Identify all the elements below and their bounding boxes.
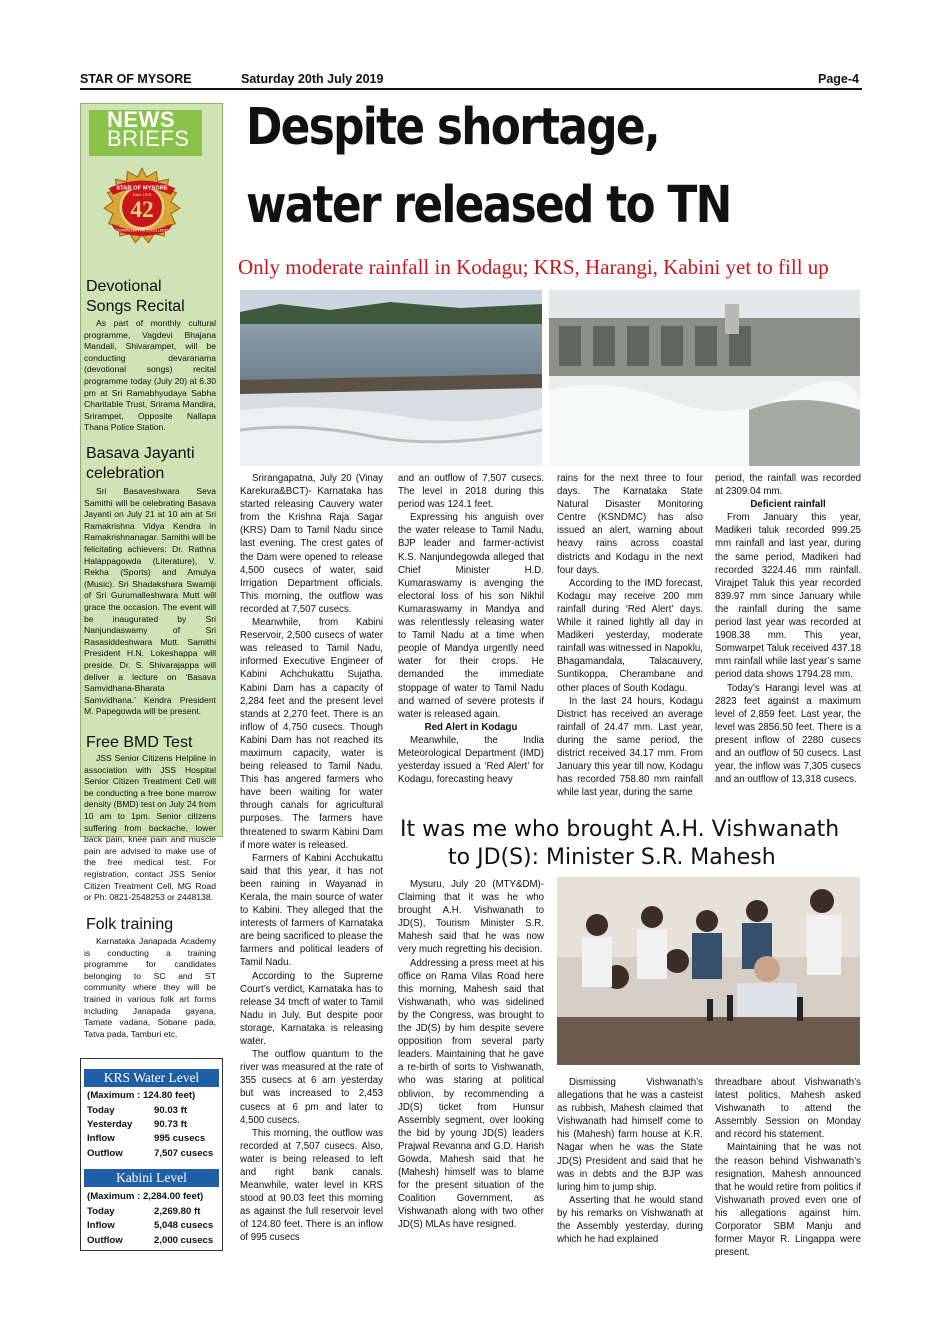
press-meet-photo: [557, 877, 860, 1065]
main-headline-line-1: Despite shortage,: [246, 98, 659, 157]
main-article-column-2: [398, 472, 544, 786]
second-article-column-1: [398, 878, 544, 1232]
paragraph: Meanwhile, the India Meteorological Department (IMD) yesterday issued a ‘Red Alert’ for Kodagu, forecasting heavy: [398, 734, 544, 786]
main-article-column-4: [715, 472, 861, 786]
paragraph: and an outflow of 7,507 cusecs. The level in 2018 during this period was 124.1 feet.: [398, 473, 544, 511]
paragraph: Asserting that he would stand by his remarks on Vishwanath at the Assembly yesterday, during which he had explained: [557, 1194, 703, 1246]
kabini-row-label: Today: [87, 1206, 115, 1217]
issue-date: Saturday 20th July 2019: [241, 72, 384, 86]
paragraph: Farmers of Kabini Acchukattu said that this year, it has not been raining in Wayanad in Kerala, the main source of water to Kabini. They alleged that the interests of farmers of Karnataka are being sacrificed to please the farmers and political leaders of Tamil Nadu.: [240, 852, 383, 969]
krs-row-label: Outflow: [87, 1148, 123, 1159]
krs-row-label: Inflow: [87, 1133, 115, 1144]
paragraph: Meanwhile, from Kabini Reservoir, 2,500 cusecs of water was released to Tamil Nadu, informed Executive Engineer of Kabini Achchukattu Sujatha. Kabini Dam has a capacity of 2,284 feet and the present level stands at 2,270 feet. There is an inflow of 4,750 cusecs. Though Kabini Dam has not reached its maximum capacity, water is being released to Tamil Nadu. This has angered farmers who have been waiting for water through canals for agricultural purposes. The farmers have threatened to swarm Kabini Dam if more water is released.: [240, 617, 383, 851]
paragraph: Mysuru, July 20 (MTY&DM)- Claiming that it was he who brought A.H. Vishwanath to JD(S), Tourism Minister S.R. Mahesh said that he was now very much regretting his decision.: [398, 879, 544, 956]
brief-1-title-1: Devotional: [86, 278, 162, 295]
paper-name: STAR OF MYSORE: [80, 72, 192, 86]
logo-estd-text: Estd. 1978: [132, 193, 152, 197]
paragraph: Expressing his anguish over the water release to Tamil Nadu, BJP leader and farmer-activist K.S. Nanjundegowda alleged that Chief Minister H.D. Kumaraswamy is avenging the electoral loss of his son Nikhil Kumaraswamy in Mandya and was relentlessly releasing water to Tamil Nadu at a time when people of Mandya urgently need water for their crops. He demanded the immediate stoppage of water to Tamil Nadu and warned of severe protests if water is released again.: [398, 512, 544, 720]
kabini-row-label: Outflow: [87, 1235, 123, 1246]
main-headline-line-2: water released to TN: [246, 176, 731, 235]
subheading: Deficient rainfall: [750, 499, 826, 511]
kabini-row-label: Inflow: [87, 1220, 115, 1231]
brief-3-body: JSS Senior Citizens Helpline in association with JSS Hospital Senior Citizen Treatment Cell will be conducting a free bone marrow density (BMD) test on July 24 from 10 am to 1pm. Senior citizens suffering from backache, lower back pain, knee pain and muscle pain are advised to make use of the free medical test. For registration, contact JSS Senior Citizen Treatment Cell, MG Road or Ph: 0821-2548253 or 2448138.: [84, 753, 216, 903]
kabini-dam-photo: [549, 290, 860, 466]
brief-2-body: Sri Basaveshwara Seva Samithi will be celebrating Basava Jayanti on July 21 at 10 am at Sri Ramakrishna Vidya Kendra in Ramakrishnanagar. Samithi will be felicitating achievers: Dr. Rathna Halappagowda (Literature), V. Rekha (Sports) and Amulya (Music). Sri Shadakshara Swamiji of Sri Gurumalleshwara Mutt will grace the occasion. The event will be inaugurated by Sri Nanjundaswamy of Sri Rasasiddeshwara Mutt. Samithi President H.N. Lokeshappa will preside. Dr. S. Shivarajappa will deliver a lecture on ‘Basava Samvidhana-Bharata Samvidhana.’ Kendra President M. Papegowda will be present.: [84, 486, 216, 717]
paragraph: Srirangapatna, July 20 (Vinay Karekura&BCT)- Karnataka has started releasing Cauvery water from the Krishna Raja Sagar (KRS) Dam to Tamil Nadu since last evening. The crest gates of the Dam were opened to release 4,500 cusecs of water, said Irrigation Department officials. This morning, the outflow was recorded at 7,507 cusecs.: [240, 473, 383, 615]
krs-row-value: 90.73 ft: [154, 1119, 188, 1130]
brief-4-title: Folk training: [86, 916, 174, 933]
kabini-level-title: Kabini Level: [84, 1169, 219, 1187]
main-article-column-1: [240, 472, 383, 1245]
paragraph: threadbare about Vishwanath’s latest politics, Mahesh asked Vishwanath to attend the Assembly Session on Monday and record his statement.: [715, 1077, 861, 1141]
paragraph: According to the Supreme Court’s verdict, Karnataka has to release 34 tmcft of water to Tamil Nadu in July. But despite poor storage, Karnataka is releasing water.: [240, 970, 383, 1048]
krs-maximum: (Maximum : 124.80 feet): [87, 1090, 196, 1101]
paragraph: rains for the next three to four days. The Karnataka State Natural Disaster Monitoring Centre (KSNDMC) has also issued an alert, warning about heavy rains across coastal districts and Kodagu in the next four days.: [557, 473, 703, 576]
logo-bottom-text: JOURNALISM PAR EXCELLENCE: [114, 228, 170, 233]
paragraph: From January this year, Madikeri taluk recorded 999.25 mm rainfall and last year, during the same period, Madikeri had recorded 3224.46 mm rainfall. Virajpet Taluk this year recorded 839.97 mm since January while the rainfall during the same period last year was recorded at 1908.38 mm. This year, Somwarpet Taluk received 437.18 mm rainfall while last year’s same period data shows 1794.28 mm.: [715, 512, 861, 681]
brief-2-title-1: Basava Jayanti: [86, 445, 195, 462]
logo-number: 42: [130, 197, 154, 224]
paragraph: Addressing a press meet at his office on Rama Vilas Road here this morning, Mahesh said that Vishwanath, who was sidelined by the Congress, was brought to the JD(S) by him despite severe opposition from several party leaders. Maintaining that he gave a re-birth of sorts to Vishwanath, who was staring at political oblivion, by recommending a JD(S) ticket from Hunsur Assembly segment, over looking the bid by young JD(S) leaders Prajwal Revanna and G.D. Harish Gowda, Mahesh said that he (Mahesh) himself was to blame for the present situation of the Coalition Government, as Vishwanath along with two other JD(S) MLAs have resigned.: [398, 957, 544, 1231]
kabini-row-value: 2,000 cusecs: [154, 1235, 214, 1246]
header-rule: [80, 88, 862, 90]
news-briefs-title-1: NEWS: [107, 107, 175, 132]
paragraph: In the last 24 hours, Kodagu District has received an average rainfall of 24.47 mm. Last year, during the same period, the district received 34.17 mm. From January this year till now, Kodagu has recorded 758.80 mm rainfall while last year, during the same: [557, 695, 703, 799]
paragraph: period, the rainfall was recorded at 2309.04 mm.: [715, 473, 861, 498]
krs-row-value: 90.03 ft: [154, 1105, 188, 1116]
second-article-column-3: [715, 1076, 861, 1259]
paragraph: Today’s Harangi level was at 2823 feet against a maximum level of 2,859 feet. Last year, the level was 2856.50 feet. There is a present inflow of 2280 cusecs and an outflow of 50 cusecs. Last year, the inflow was 7,305 cusecs and an outflow of 13,318 cusecs.: [715, 682, 861, 786]
brief-4-body: Karnataka Janapada Academy is conducting a training programme for candidates belonging to SC and ST community where they will be trained in various folk art forms including Janapada gayana, Tamate vadana, Sobane pada, Tatva pada, Tamburi etc.: [84, 936, 216, 1039]
main-article-column-3: [557, 472, 703, 799]
news-briefs-title-2: BRIEFS: [107, 126, 190, 151]
brief-3-title: Free BMD Test: [86, 734, 193, 751]
brief-2-title-2: celebration: [86, 465, 165, 482]
kabini-row-value: 5,048 cusecs: [154, 1220, 214, 1231]
second-headline-line-2: to JD(S): Minister S.R. Mahesh: [448, 845, 776, 870]
subheading: Red Alert in Kodagu: [424, 721, 518, 733]
paragraph: This morning, the outflow was recorded at 7,507 cusecs. Also, water is being released to left and right bank canals. Meanwhile, water level in KRS stood at 90.03 feet this morning as against the full reservoir level of 124.80 feet. There is an inflow of 995 cusecs: [240, 1127, 383, 1244]
krs-level-title: KRS Water Level: [84, 1069, 219, 1087]
krs-dam-photo: [240, 290, 542, 466]
paragraph: Maintaining that he was not the reason behind Vishwanath’s resignation, Mahesh announced that he would retire from politics if Vishwanath proved even one of his allegations against him. Corporator SBM Manju and former Mayor R. Lingappa were present.: [715, 1142, 861, 1259]
krs-row-label: Yesterday: [87, 1119, 133, 1130]
page-number: Page-4: [818, 72, 859, 86]
anniversary-logo: [87, 166, 197, 246]
logo-top-text: STAR OF MYSORE: [116, 185, 168, 192]
second-headline-line-1: It was me who brought A.H. Vishwanath: [400, 817, 840, 842]
second-article-column-2: [557, 1076, 703, 1246]
paragraph: Dismissing Vishwanath’s allegations that he was a casteist as rubbish, Mahesh claimed that Vishwanath had himself come to his (Mahesh) farm house at K.R. Nagar when he was the State JD(S) President and said that he was in debts and the BJP was luring him to jump ship.: [557, 1077, 703, 1193]
krs-row-value: 995 cusecs: [154, 1133, 206, 1144]
brief-1-body: As part of monthly cultural programme, Vagdevi Bhajana Mandali, Shivarampet, will be conducting devaranama (devotional songs) recital programme today (July 20) at 6.30 pm at Sri Ramabhyudaya Sabha Charitable Trust, Srirama Mandira, Srirampet, Opposite Nallapa Thana Police Station.: [84, 318, 216, 433]
main-subheadline: Only moderate rainfall in Kodagu; KRS, Harangi, Kabini yet to fill up: [238, 255, 829, 279]
kabini-maximum: (Maximum : 2,284.00 feet): [87, 1191, 204, 1202]
brief-1-title-2: Songs Recital: [86, 298, 185, 315]
krs-row-label: Today: [87, 1105, 115, 1116]
paragraph: According to the IMD forecast, Kodagu may receive 200 mm rainfall during ‘Red Alert’ days. While it rained lightly all day in Madikeri yesterday, moderate rainfall was witnessed in Napoklu, Bhagamandala, Talacauvery, Suntikoppa, Cherambane and other places of South Kodagu.: [557, 577, 703, 694]
kabini-row-value: 2,269.80 ft: [154, 1206, 201, 1217]
krs-row-value: 7,507 cusecs: [154, 1148, 214, 1159]
paragraph: The outflow quantum to the river was measured at the rate of 355 cusecs at 6 am yesterday but was increased to 2,453 cusecs at 6 pm and later to 4,500 cusecs.: [240, 1049, 383, 1126]
